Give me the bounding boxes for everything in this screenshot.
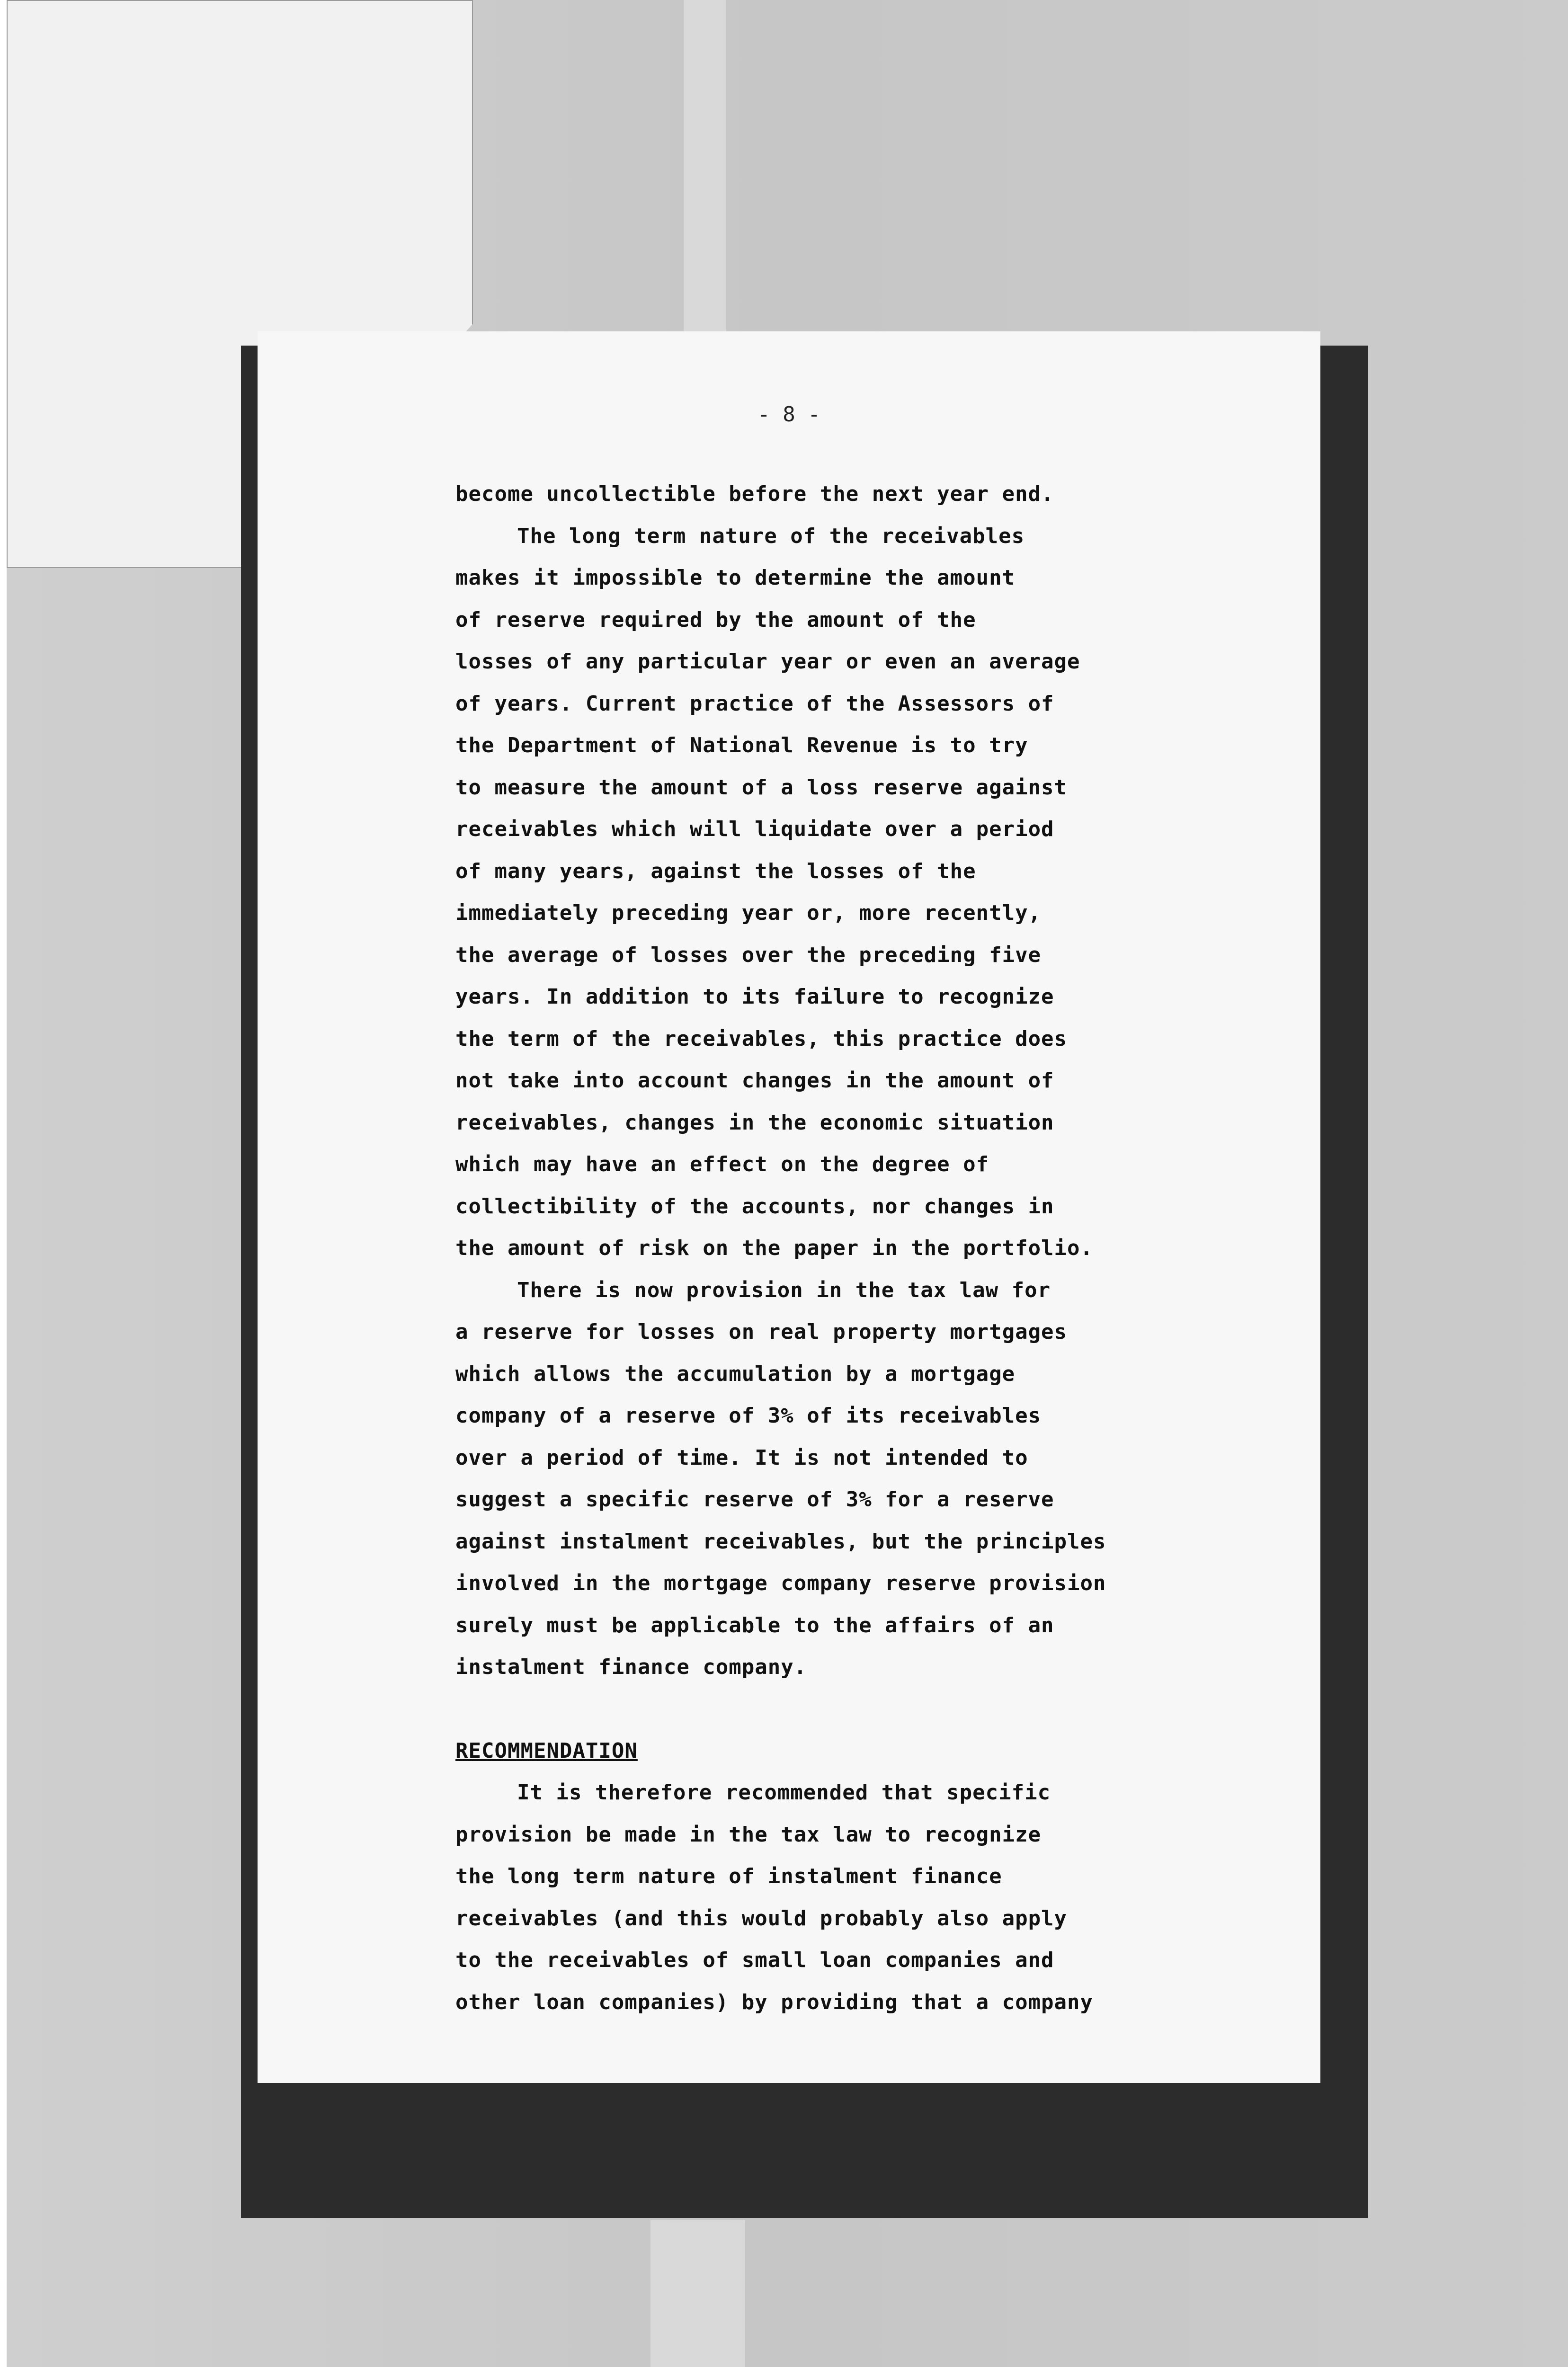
text-line: surely must be applicable to the affairs of an — [455, 1613, 1054, 1637]
text-line: become uncollectible before the next year end. — [455, 482, 1054, 506]
text-line: not take into account changes in the amount of — [455, 1068, 1054, 1093]
tape-strip — [650, 2220, 745, 2367]
text-line: losses of any particular year or even an average — [455, 650, 1080, 674]
section-heading: RECOMMENDATION — [455, 1738, 638, 1763]
text-line: over a period of time. It is not intended to — [455, 1445, 1028, 1470]
text-line: against instalment receivables, but the principles — [455, 1529, 1106, 1554]
text-line: receivables, changes in the economic situation — [455, 1110, 1054, 1135]
text-line: to the receivables of small loan companies and — [455, 1948, 1054, 1972]
text-line: to measure the amount of a loss reserve against — [455, 775, 1068, 800]
text-line: receivables (and this would probably also apply — [455, 1906, 1068, 1931]
text-line: provision be made in the tax law to recognize — [455, 1822, 1042, 1847]
text-line: the amount of risk on the paper in the portfolio. — [455, 1236, 1094, 1260]
text-line: a reserve for losses on real property mortgages — [455, 1320, 1068, 1344]
text-line: the Department of National Revenue is to try — [455, 733, 1028, 757]
text-line: of years. Current practice of the Assessors of — [455, 691, 1054, 716]
text-line: years. In addition to its failure to recognize — [455, 985, 1054, 1009]
text-line: receivables which will liquidate over a period — [455, 817, 1054, 841]
text-line: company of a reserve of 3% of its receivables — [455, 1404, 1042, 1428]
text-line: other loan companies) by providing that a company — [455, 1990, 1094, 2014]
page-number: - 8 - — [757, 402, 820, 427]
text-line: the long term nature of instalment finance — [455, 1864, 1002, 1888]
text-line: which allows the accumulation by a mortgage — [455, 1361, 1016, 1386]
text-line: involved in the mortgage company reserve provision — [455, 1571, 1106, 1595]
text-line: The long term nature of the receivables — [517, 524, 1025, 548]
text-line: collectibility of the accounts, nor changes in — [455, 1194, 1054, 1219]
tape-strip — [684, 0, 726, 341]
text-line: suggest a specific reserve of 3% for a reserve — [455, 1487, 1054, 1512]
text-line: of many years, against the losses of the — [455, 859, 976, 883]
text-line: of reserve required by the amount of the — [455, 607, 976, 632]
text-line: the term of the receivables, this practice does — [455, 1026, 1068, 1051]
text-line: instalment finance company. — [455, 1655, 807, 1679]
text-line: There is now provision in the tax law for — [517, 1278, 1051, 1302]
body-text — [455, 473, 1308, 2023]
text-line: makes it impossible to determine the amount — [455, 566, 1016, 590]
document-page — [258, 331, 1320, 2083]
text-line: immediately preceding year or, more recently, — [455, 901, 1042, 925]
text-line: It is therefore recommended that specific — [517, 1780, 1051, 1805]
text-line: which may have an effect on the degree of — [455, 1152, 989, 1176]
film-frame — [7, 0, 1561, 2367]
text-line: the average of losses over the preceding five — [455, 943, 1042, 967]
